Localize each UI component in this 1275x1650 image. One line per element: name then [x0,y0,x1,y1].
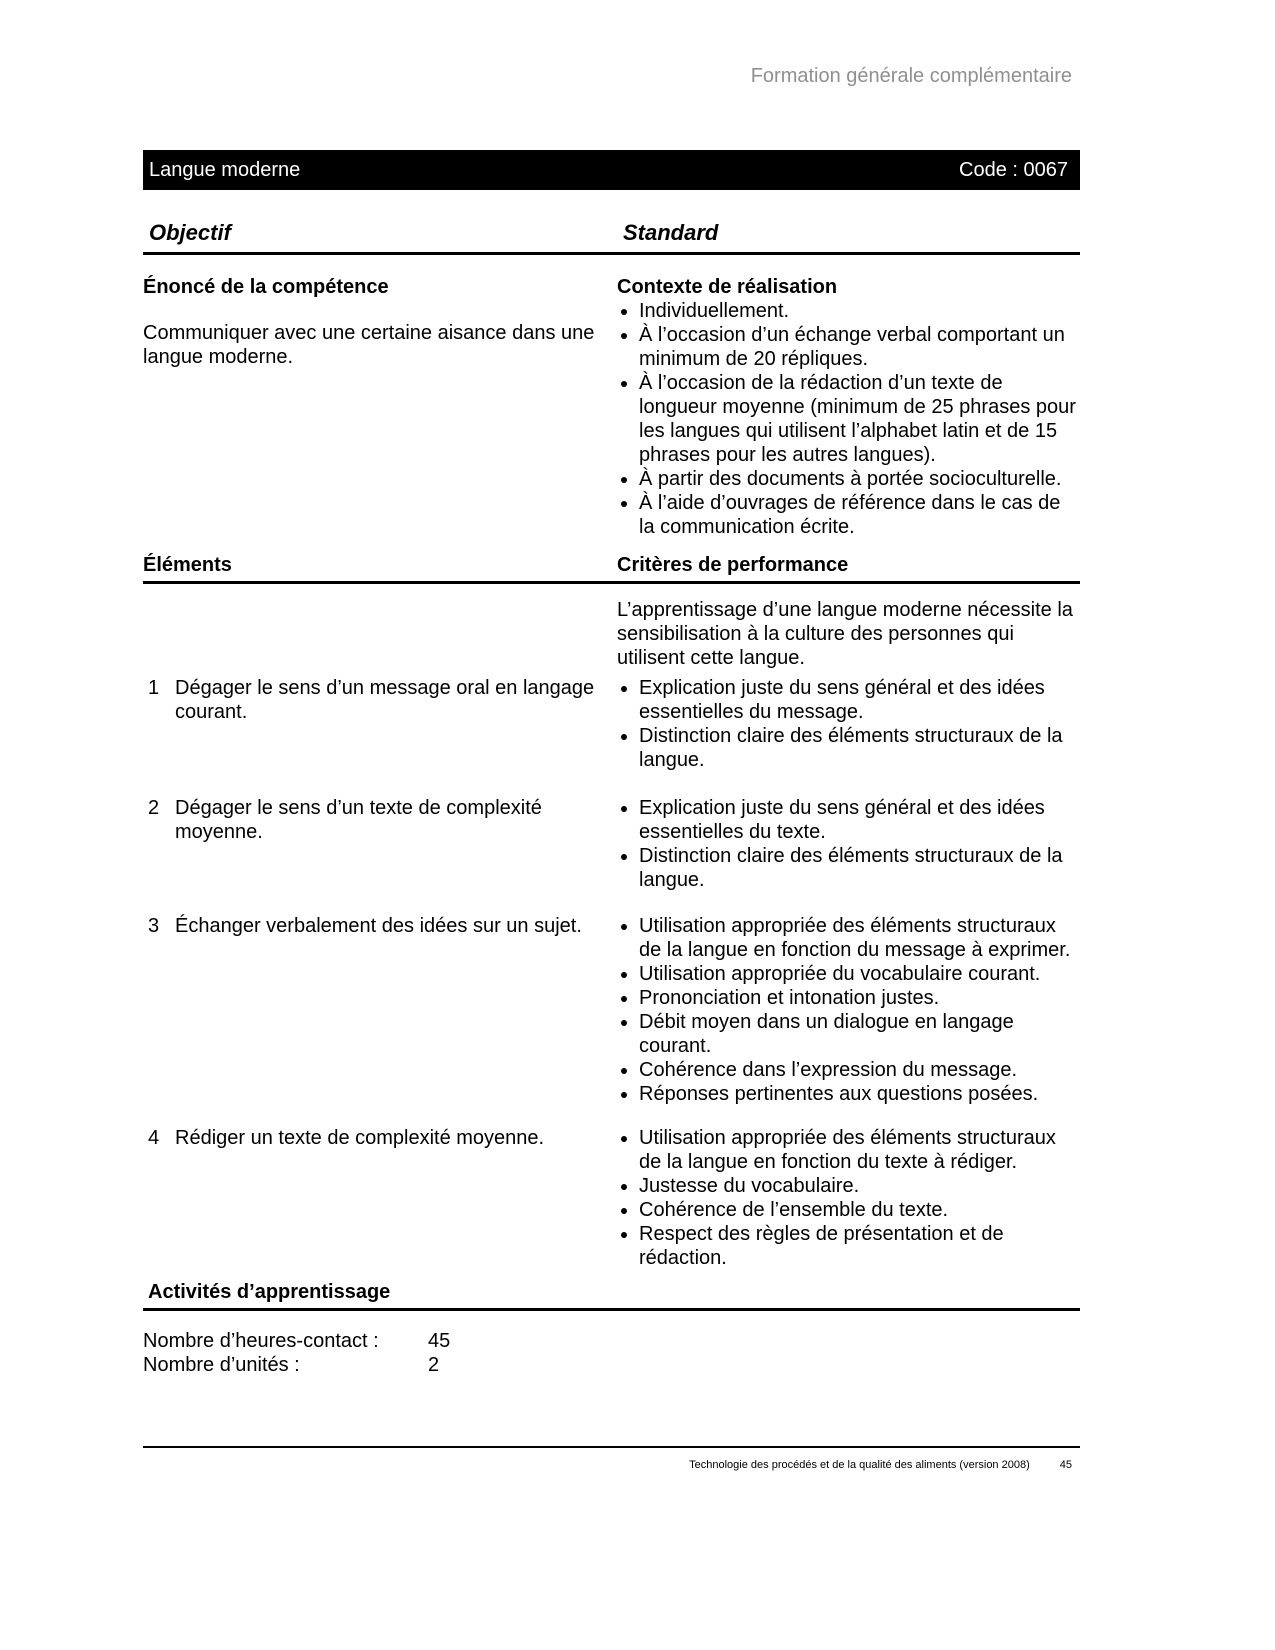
contexte-bullet-list [617,299,1080,539]
criterion-item: • Réponses pertinentes aux questions posées. [639,1082,1080,1106]
contexte-heading: Contexte de réalisation [617,276,838,298]
criteres-heading: Critères de performance [617,554,849,576]
criterion-item: • Explication juste du sens général et des idées essentielles du message. [639,676,1080,724]
bullet-item: • À l’occasion de la rédaction d’un texte de longueur moyenne (minimum de 25 phrases pour les langues qui utilisent l’alphabet latin et de 15 phrases pour les autres langues). [639,371,1080,467]
enonce-cell [143,275,617,539]
criterion-item: • Utilisation appropriée du vocabulaire courant. [639,962,1080,986]
enonce-heading: Énoncé de la compétence [143,276,389,298]
unites-value: 2 [428,1354,440,1376]
element-2 [143,796,617,892]
bullet-item: • À l’aide d’ouvrages de référence dans le cas de la communication écrite. [639,491,1080,539]
heures-contact-value: 45 [428,1330,451,1352]
element-4 [143,1126,617,1270]
element-text: Rédiger un texte de complexité moyenne. [175,1127,545,1149]
element-1 [143,676,617,772]
criterion-item: • Distinction claire des éléments structuraux de la langue. [639,844,1080,892]
standard-heading: Standard [623,220,719,245]
contexte-cell [617,275,1080,539]
footer-page-number: 45 [1059,1459,1072,1471]
criterion-item: • Explication juste du sens général et des idées essentielles du texte. [639,796,1080,844]
page-footer [143,1446,1080,1472]
criteria-group-3 [617,914,1080,1106]
course-code: Code : 0067 [959,159,1068,181]
criteria-group-4 [617,1126,1080,1270]
element-number: 1 [148,677,160,699]
footer-text: Technologie des procédés et de la qualité des aliments (version 2008) [689,1459,1030,1471]
criterion-item: • Utilisation appropriée des éléments structuraux de la langue en fonction du texte à rédiger. [639,1126,1080,1174]
element-row-3 [143,914,1080,1106]
criterion-item: • Distinction claire des éléments structuraux de la langue. [639,724,1080,772]
criterion-item: • Cohérence dans l’expression du message. [639,1058,1080,1082]
element-text: Dégager le sens d’un texte de complexité moyenne. [175,797,542,843]
criteria-group-2 [617,796,1080,892]
activites-rows [143,1329,1080,1377]
unites-label: Nombre d’unités : [143,1354,300,1376]
criteria-bullet-list [617,914,1080,1106]
criteres-intro-text: L’apprentissage d’une langue moderne nécessite la sensibilisation à la culture des personnes qui utilisent cette langue. [617,599,1073,669]
bullet-item: • Individuellement. [639,299,1080,323]
element-text: Dégager le sens d’un message oral en langage courant. [175,677,595,723]
element-text: Échanger verbalement des idées sur un sujet. [175,915,582,937]
criterion-item: • Justesse du vocabulaire. [639,1174,1080,1198]
element-row-4 [143,1126,1080,1270]
criteria-group-1 [617,676,1080,772]
unites-row [143,1353,1080,1377]
activites-heading: Activités d’apprentissage [143,1280,1080,1311]
heures-contact-row [143,1329,1080,1353]
criterion-item: • Respect des règles de présentation et de rédaction. [639,1222,1080,1270]
element-row-2 [143,796,1080,892]
empty-cell [143,598,617,670]
objectif-heading: Objectif [149,220,231,245]
elements-criteres-header-row [143,553,1080,584]
course-title: Langue moderne [149,159,301,181]
criterion-item: • Prononciation et intonation justes. [639,986,1080,1010]
page-header-note: Formation générale complémentaire [750,65,1072,87]
criteria-bullet-list [617,796,1080,892]
element-number: 2 [148,797,160,819]
bullet-item: • À l’occasion d’un échange verbal comportant un minimum de 20 répliques. [639,323,1080,371]
element-number: 3 [148,915,160,937]
criteres-intro-cell [617,598,1080,670]
bullet-item: • À partir des documents à portée socioculturelle. [639,467,1080,491]
element-3 [143,914,617,1106]
objectif-standard-header-row [143,220,1080,255]
criterion-item: • Utilisation appropriée des éléments structuraux de la langue en fonction du message à exprimer. [639,914,1080,962]
element-number: 4 [148,1127,160,1149]
criterion-item: • Débit moyen dans un dialogue en langage courant. [639,1010,1080,1058]
criteria-bullet-list [617,1126,1080,1270]
elements-heading: Éléments [143,554,232,576]
page-content [143,0,1080,1377]
element-row-1 [143,676,1080,772]
criterion-item: • Cohérence de l’ensemble du texte. [639,1198,1080,1222]
heures-contact-label: Nombre d’heures-contact : [143,1330,379,1352]
enonce-text: Communiquer avec une certaine aisance dans une langue moderne. [143,322,595,368]
course-title-bar [143,150,1080,190]
criteria-bullet-list [617,676,1080,772]
enonce-contexte-row [143,275,1080,539]
criteres-intro-row [143,598,1080,670]
